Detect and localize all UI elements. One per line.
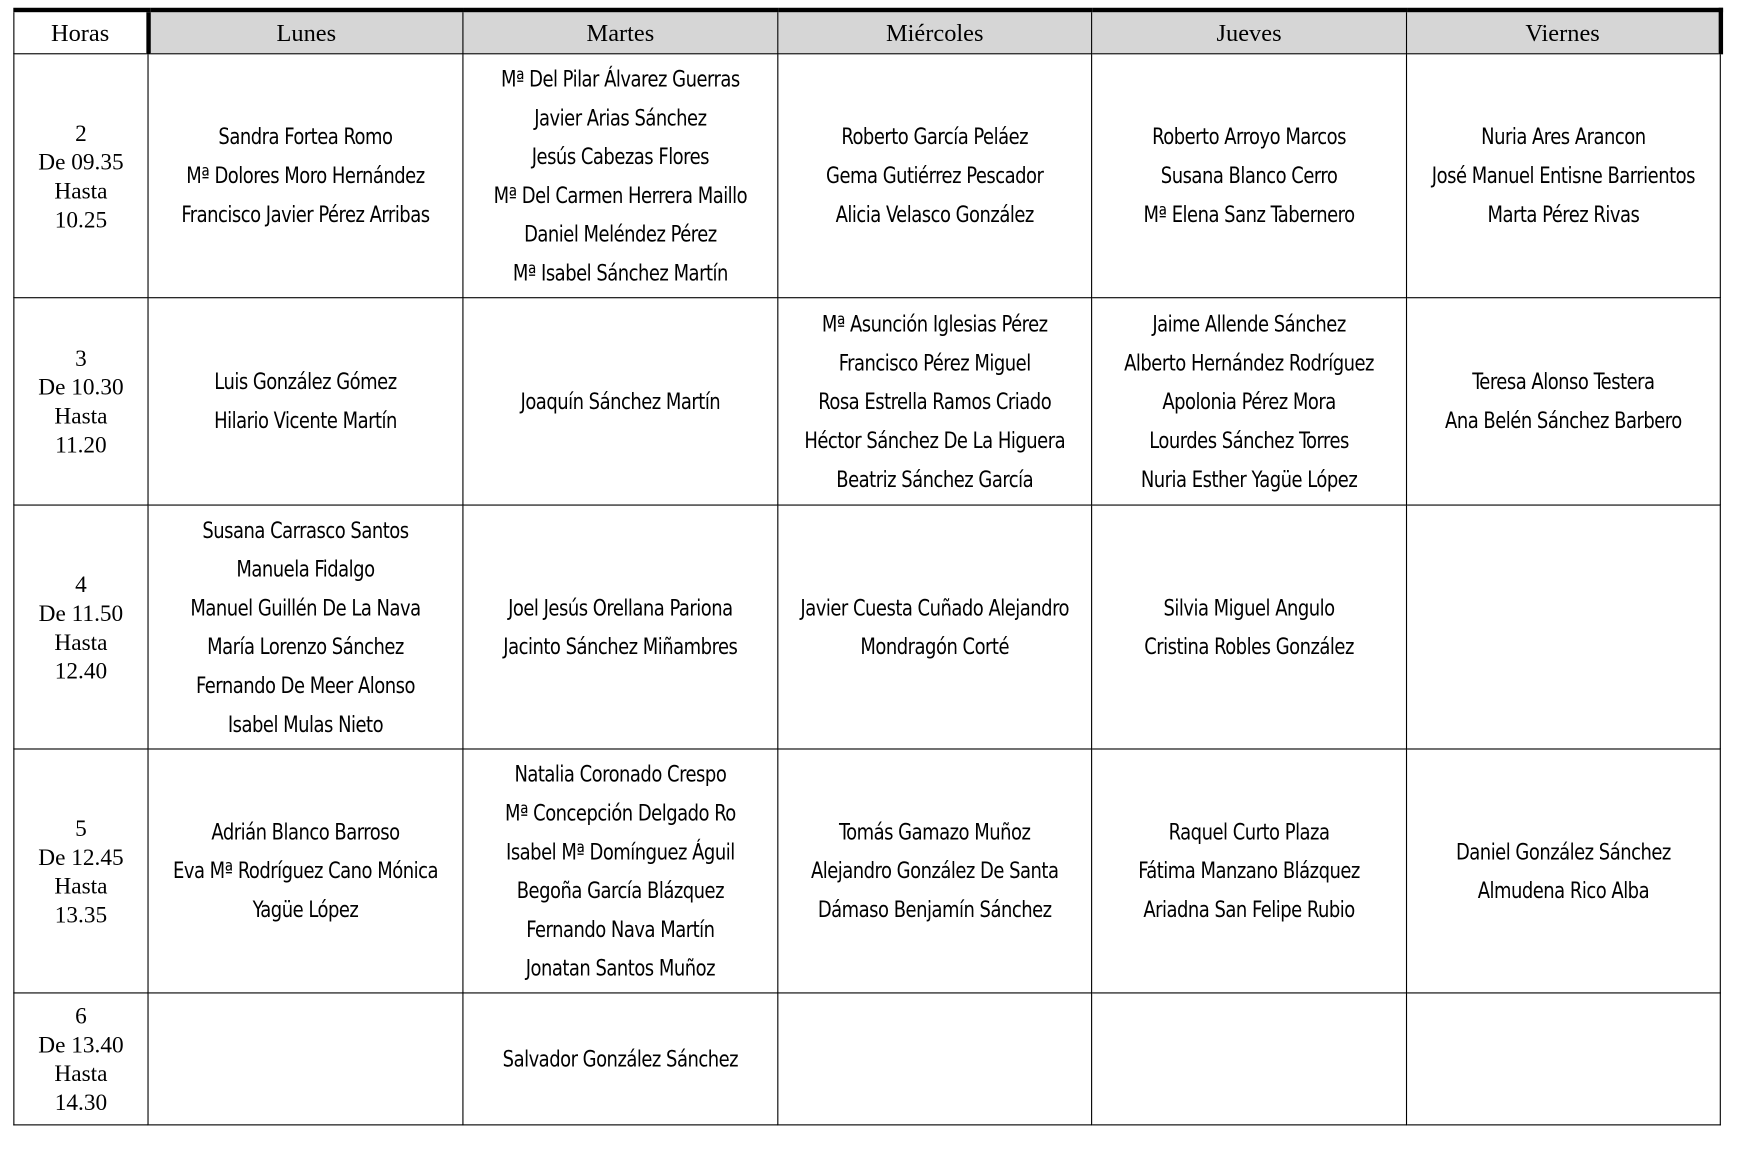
hour-slot-until: 10.25 (54, 205, 108, 233)
day-header-tuesday: Martes (463, 10, 778, 54)
person-name: Nuria Esther Yagüe López (1140, 465, 1358, 492)
person-name: Fernando De Meer Alonso (195, 671, 415, 698)
schedule-cell-friday (1407, 749, 1721, 993)
person-name: Almudena Rico Alba (1477, 876, 1650, 904)
person-name: Gema Gutiérrez Pescador (826, 161, 1044, 189)
person-name: Mª Isabel Sánchez Martín (512, 258, 728, 286)
person-name: Jacinto Sánchez Miñambres (503, 632, 738, 660)
hour-slot-slot: 5 (75, 814, 87, 842)
schedule-cell-monday (148, 505, 463, 749)
person-name: Luis González Gómez (214, 368, 397, 395)
person-name: Javier Arias Sánchez (534, 103, 707, 131)
schedule-cell-tuesday (463, 749, 778, 993)
person-name: Mª Asunción Iglesias Pérez (821, 309, 1048, 337)
schedule-cell-friday (1407, 505, 1721, 749)
hour-slot-cell (14, 298, 148, 505)
hour-slot-until-label: Hasta (54, 872, 108, 899)
person-name: Manuela Fidalgo (236, 554, 375, 582)
schedule-cell-monday (148, 54, 463, 298)
person-name: Marta Pérez Rivas (1487, 200, 1640, 228)
hour-slot-slot: 2 (75, 119, 87, 146)
person-name: Sandra Fortea Romo (218, 123, 393, 150)
schedule-row (14, 505, 1720, 749)
person-name: Mondragón Corté (860, 632, 1010, 660)
person-name: Alberto Hernández Rodríguez (1124, 348, 1374, 376)
hour-slot-slot: 4 (75, 570, 87, 598)
person-name: Begoña García Blázquez (516, 876, 725, 904)
person-name: Nuria Ares Arancon (1481, 123, 1646, 150)
hour-slot-from: De 13.40 (38, 1031, 124, 1058)
person-name: Apolonia Pérez Mora (1162, 387, 1336, 415)
hour-slot-until-label: Hasta (54, 402, 108, 430)
hour-slot-until-label: Hasta (54, 1060, 108, 1087)
person-name: Beatriz Sánchez García (836, 465, 1034, 492)
day-header-thursday: Jueves (1092, 10, 1407, 54)
schedule-cell-thursday (1092, 54, 1407, 298)
schedule-cell-monday (148, 993, 463, 1125)
schedule-cell-wednesday (778, 54, 1092, 298)
person-name: Fernando Nava Martín (526, 915, 715, 942)
hour-slot-from: De 09.35 (38, 148, 124, 175)
person-name: Tomás Gamazo Muñoz (839, 818, 1031, 845)
schedule-cell-wednesday (778, 749, 1092, 993)
schedule-row (14, 54, 1720, 298)
schedule-cell-friday (1407, 54, 1721, 298)
person-name: Joaquín Sánchez Martín (520, 387, 721, 415)
person-name: Daniel Meléndez Pérez (524, 220, 717, 247)
person-name: Teresa Alonso Testera (1472, 368, 1655, 395)
person-name: Adrián Blanco Barroso (211, 818, 400, 845)
hour-slot-from: De 12.45 (38, 843, 124, 870)
person-name: Ariadna San Felipe Rubio (1143, 895, 1355, 923)
person-name: Mª Del Carmen Herrera Maillo (493, 181, 748, 208)
schedule-cell-tuesday (463, 505, 778, 749)
hour-slot-from: De 11.50 (38, 599, 124, 626)
person-name: Mª Dolores Moro Hernández (186, 161, 425, 189)
person-name: Alicia Velasco González (835, 200, 1034, 228)
person-name: Javier Cuesta Cuñado Alejandro (800, 593, 1070, 621)
schedule-cell-friday (1407, 298, 1721, 505)
schedule-cell-monday (148, 749, 463, 993)
hour-slot-cell (14, 749, 148, 993)
person-name: Raquel Curto Plaza (1168, 818, 1330, 845)
person-name: Ana Belén Sánchez Barbero (1445, 406, 1682, 434)
schedule-cell-tuesday (463, 54, 778, 298)
hour-slot-until: 11.20 (55, 431, 107, 458)
person-name: Yagüe López (252, 895, 359, 923)
hour-slot-until-label: Hasta (54, 628, 108, 655)
schedule-cell-friday (1407, 993, 1721, 1125)
person-name: Mª Concepción Delgado Ro (504, 798, 736, 826)
schedule-cell-wednesday (778, 298, 1092, 505)
hour-slot-cell (14, 505, 148, 749)
person-name: Susana Blanco Cerro (1160, 161, 1338, 189)
day-header-friday: Viernes (1407, 10, 1721, 54)
day-header-wednesday: Miércoles (778, 10, 1092, 54)
person-name: Joel Jesús Orellana Pariona (508, 593, 733, 621)
person-name: Jaime Allende Sánchez (1152, 309, 1346, 337)
schedule-table (13, 8, 1722, 1126)
hour-slot-slot: 6 (75, 1002, 87, 1029)
person-name: Francisco Pérez Miguel (838, 348, 1031, 376)
person-name: María Lorenzo Sánchez (207, 632, 404, 660)
person-name: Natalia Coronado Crespo (514, 760, 727, 787)
person-name: Dámaso Benjamín Sánchez (817, 895, 1052, 923)
person-name: Hilario Vicente Martín (214, 406, 397, 434)
person-name: José Manuel Entisne Barrientos (1431, 161, 1695, 189)
person-name: Roberto García Peláez (841, 123, 1029, 150)
hour-slot-from: De 10.30 (38, 373, 124, 401)
schedule-cell-wednesday (778, 993, 1092, 1125)
schedule-row (14, 749, 1720, 993)
person-name: Isabel Mª Domínguez Águil (506, 837, 735, 865)
schedule-cell-monday (148, 298, 463, 505)
person-name: Mª Del Pilar Álvarez Guerras (500, 64, 740, 92)
person-name: Alejandro González De Santa (810, 857, 1059, 884)
person-name: Héctor Sánchez De La Higuera (804, 426, 1066, 453)
person-name: Jonatan Santos Muñoz (525, 954, 716, 981)
day-header-monday: Lunes (148, 10, 463, 54)
person-name: Daniel González Sánchez (1455, 837, 1671, 865)
schedule-cell-thursday (1092, 749, 1407, 993)
person-name: Rosa Estrella Ramos Criado (818, 387, 1052, 415)
hour-slot-until-label: Hasta (54, 176, 108, 204)
person-name: Cristina Robles González (1144, 632, 1354, 660)
person-name: Eva Mª Rodríguez Cano Mónica (172, 857, 438, 884)
hour-slot-cell (14, 993, 148, 1125)
hour-slot-until: 14.30 (54, 1088, 108, 1116)
person-name: Roberto Arroyo Marcos (1152, 123, 1346, 150)
person-name: Fátima Manzano Blázquez (1138, 857, 1360, 884)
schedule-cell-tuesday (463, 993, 778, 1125)
person-name: Manuel Guillén De La Nava (190, 593, 421, 621)
hour-slot-until: 13.35 (54, 900, 108, 928)
person-name: Susana Carrasco Santos (202, 516, 409, 543)
schedule-row (14, 993, 1720, 1125)
person-name: Jesús Cabezas Flores (531, 142, 710, 170)
schedule-cell-wednesday (778, 505, 1092, 749)
hour-slot-until: 12.40 (54, 656, 108, 684)
schedule-cell-tuesday (463, 298, 778, 505)
person-name: Mª Elena Sanz Tabernero (1143, 200, 1355, 228)
header-row (14, 10, 1720, 54)
person-name: Salvador González Sánchez (502, 1045, 739, 1072)
schedule-cell-thursday (1092, 505, 1407, 749)
schedule-cell-thursday (1092, 298, 1407, 505)
hour-slot-slot: 3 (75, 344, 87, 372)
schedule-row (14, 298, 1720, 505)
schedule-cell-thursday (1092, 993, 1407, 1125)
hour-slot-cell (14, 54, 148, 298)
person-name: Isabel Mulas Nieto (227, 710, 384, 737)
hours-header: Horas (14, 10, 148, 54)
person-name: Silvia Miguel Angulo (1163, 593, 1335, 621)
person-name: Francisco Javier Pérez Arribas (181, 200, 430, 228)
person-name: Lourdes Sánchez Torres (1149, 426, 1349, 453)
